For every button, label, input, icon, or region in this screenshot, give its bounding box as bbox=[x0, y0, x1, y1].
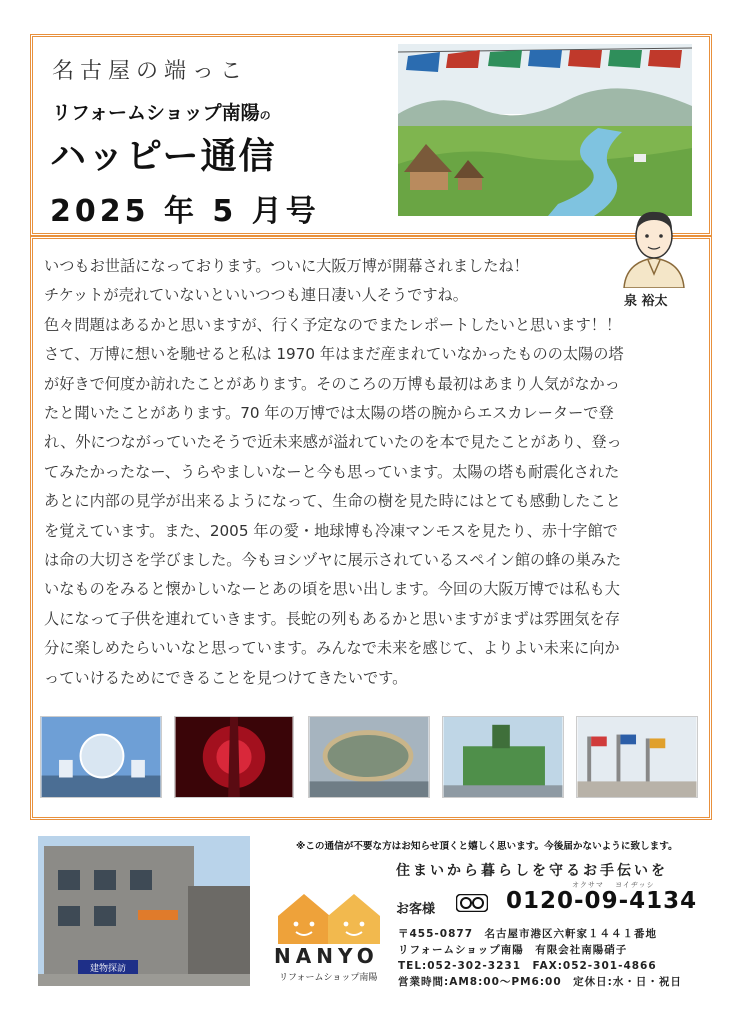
storefront-photo bbox=[38, 836, 250, 986]
body-line: てみたかったなー、うらやましいなーと今も思っています。太陽の塔も耐震化された bbox=[44, 462, 620, 481]
body-line: あとに内部の見学が出来るようになって、生命の樹を見た時にはとても感動したこと bbox=[44, 492, 621, 511]
toll-free-phone: 0120-09-4134 bbox=[506, 888, 698, 914]
tree-of-life-photo bbox=[174, 716, 294, 798]
slogan: 住まいから暮らしを守るお手伝いを bbox=[396, 863, 668, 879]
nanyo-house-logo bbox=[276, 886, 382, 946]
body-text bbox=[44, 252, 704, 693]
shop-suffix: の bbox=[259, 109, 271, 122]
customer-label: お客様 bbox=[396, 902, 436, 917]
newsletter-subtitle: 名古屋の端っこ bbox=[52, 59, 249, 84]
body-line: いつもお世話になっております。ついに大阪万博が開幕されましたね！ bbox=[44, 257, 529, 275]
phone-reading: オクサマ ヨイヂッシ bbox=[572, 881, 655, 889]
free-dial-icon bbox=[456, 894, 488, 912]
body-line: れ、外につながっていたそうで近未来感が溢れていたのを本で見たことがあり、登っ bbox=[44, 433, 622, 452]
address: 〒455-0877 名古屋市港区六軒家１４４１番地 bbox=[398, 928, 657, 940]
expo-ring-aerial-photo bbox=[308, 716, 430, 798]
opt-out-note: ※この通信が不要な方はお知らせ頂くと嬉しく思います。今後届かないように致します。 bbox=[296, 841, 678, 852]
body-line: が好きで何度か訪れたことがあります。そのころの万博も最初はあまり人気がなかっ bbox=[44, 374, 620, 393]
koinobori-landscape-illustration bbox=[398, 44, 692, 216]
shop-name-line bbox=[52, 98, 271, 125]
body-line: は命の大切さを学びました。今もヨシヅヤに展示されているスペイン館の蜂の巣みた bbox=[44, 551, 622, 570]
company-name: リフォームショップ南陽 有限会社南陽硝子 bbox=[398, 944, 628, 956]
shop-name: リフォームショップ南陽 bbox=[52, 102, 260, 124]
body-line: 色々問題はあるかと思いますが、行く予定なのでまたレポートしたいと思います！！ bbox=[44, 315, 622, 334]
body-line: チケットが売れていないといいつつも連日凄い人そうですね。 bbox=[44, 286, 468, 305]
body-line: 分に楽しめたらいいなと思っています。みんなで未来を感じて、よりよい未来に向か bbox=[44, 639, 620, 658]
issue-date: 2025 年 5 月号 bbox=[50, 194, 320, 229]
body-line: いなものをみると懐かしいなーとあの頃を思い出します。今回の大阪万博では私も大 bbox=[44, 580, 620, 599]
green-pavilion-photo bbox=[442, 716, 564, 798]
store-sign: 建物探訪 bbox=[89, 964, 127, 974]
body-line: たと聞いたことがあります。70 年の万博では太陽の塔の腕からエスカレーターで登 bbox=[44, 404, 614, 423]
expo-pavilion-photo bbox=[40, 716, 162, 798]
body-line: さて、万博に想いを馳せると私は 1970 年はまだ産まれていなかったものの太陽の塔 bbox=[44, 345, 624, 364]
author-name: 泉 裕太 bbox=[624, 294, 668, 309]
body-line: を覚えています。また、2005 年の愛・地球博も冷凍マンモスを見たり、赤十字館で bbox=[44, 521, 618, 540]
logo-text: NANYO bbox=[274, 944, 379, 968]
body-line: 人になって子供を連れていきます。長蛇の列もあるかと思いますがまずは雰囲気を存 bbox=[44, 609, 620, 628]
newsletter-title: ハッピー通信 bbox=[50, 136, 277, 177]
business-hours: 営業時間:AM8:00～PM6:00 定休日:水・日・祝日 bbox=[398, 976, 682, 988]
tel-fax: TEL:052-302-3231 FAX:052-301-4866 bbox=[398, 960, 657, 972]
expo-flags-photo bbox=[576, 716, 698, 798]
body-line: っていけるためにできることを見つけてきたいです。 bbox=[44, 668, 408, 687]
logo-subtext: リフォームショップ南陽 bbox=[279, 973, 378, 983]
